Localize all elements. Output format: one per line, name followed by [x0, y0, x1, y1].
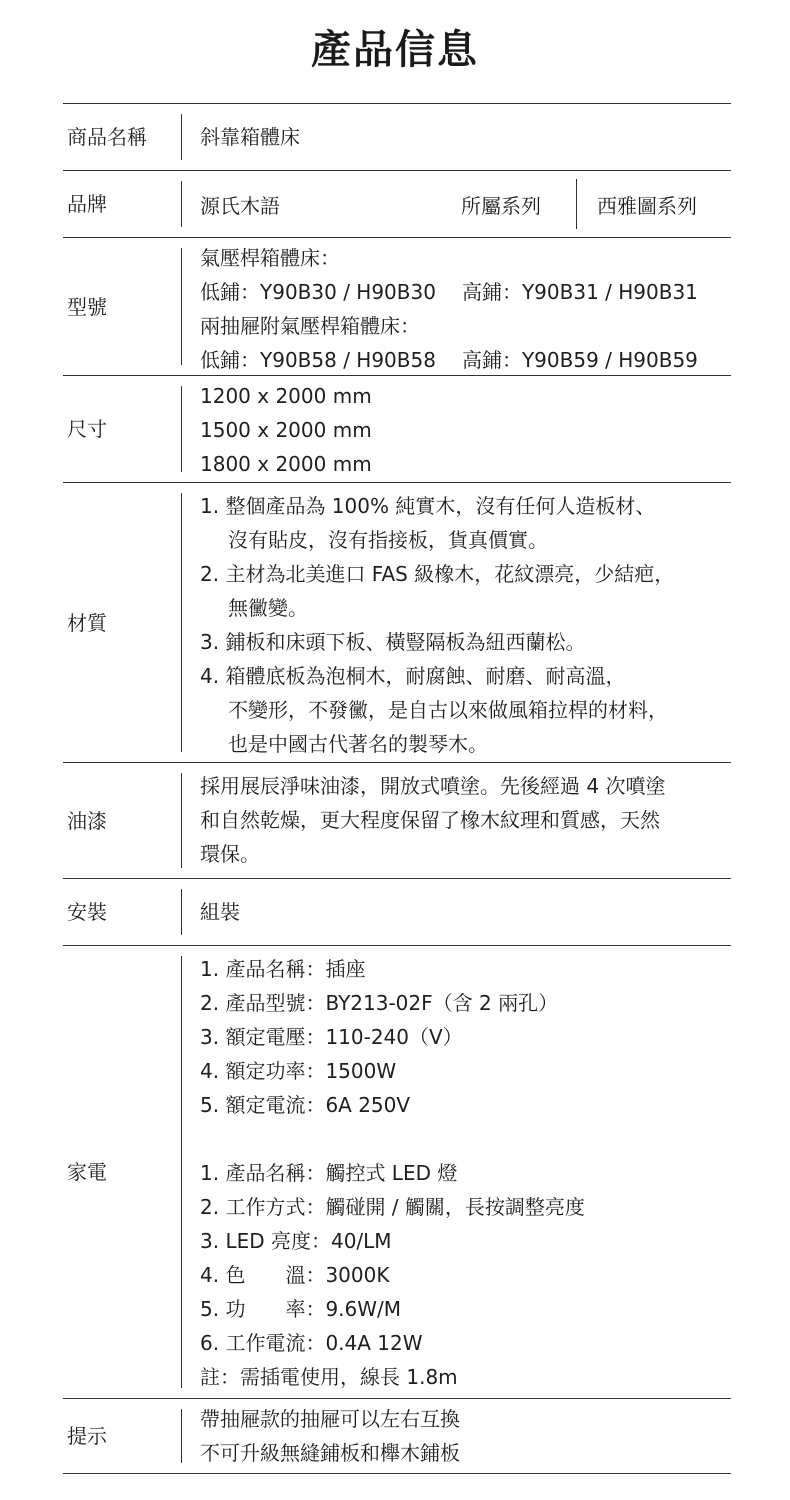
row-divider — [181, 889, 182, 935]
row-divider — [181, 1409, 182, 1463]
socket-spec-line: 1. 產品名稱：插座 — [200, 957, 366, 981]
led-spec-line: 6. 工作電流：0.4A 12W — [200, 1331, 423, 1355]
appliance-label: 家電 — [67, 1160, 107, 1184]
paint-line: 環保。 — [200, 842, 260, 866]
row-model — [63, 238, 731, 376]
paint-line: 和自然乾燥，更大程度保留了橡木紋理和質感，天然 — [200, 808, 660, 832]
row-install — [63, 879, 731, 946]
row-divider — [181, 493, 182, 752]
tips-line: 不可升級無縫鋪板和櫸木鋪板 — [200, 1441, 460, 1465]
row-product-name — [63, 104, 731, 171]
row-divider — [181, 773, 182, 868]
series-value: 西雅圖系列 — [597, 194, 697, 218]
series-label: 所屬系列 — [461, 194, 541, 218]
row-size — [63, 376, 731, 483]
model-label: 型號 — [67, 294, 107, 319]
size-line: 1800 x 2000 mm — [200, 452, 372, 476]
row-divider — [181, 181, 182, 227]
material-line: 1. 整個產品為 100% 純實木，沒有任何人造板材、 — [200, 494, 656, 518]
model-line: 低鋪：Y90B30 / H90B30 高鋪：Y90B31 / H90B31 — [200, 280, 698, 304]
tips-label: 提示 — [67, 1424, 107, 1448]
model-line: 兩抽屜附氣壓桿箱體床： — [200, 314, 420, 338]
led-spec-line: 2. 工作方式：觸碰開 / 觸關，長按調整亮度 — [200, 1195, 585, 1219]
tips-line: 帶抽屜款的抽屜可以左右互換 — [200, 1407, 460, 1431]
material-line: 沒有貼皮，沒有指接板，貨真價實。 — [228, 528, 548, 552]
size-label: 尺寸 — [67, 417, 107, 441]
led-spec-line: 4. 色 溫：3000K — [200, 1263, 390, 1287]
material-line: 3. 鋪板和床頭下板、橫豎隔板為紐西蘭松。 — [200, 630, 586, 654]
row-material — [63, 483, 731, 763]
socket-spec-line: 3. 額定電壓：110-240（V） — [200, 1025, 463, 1049]
page-title: 產品信息 — [311, 27, 479, 73]
row-appliance — [63, 946, 731, 1399]
size-line: 1500 x 2000 mm — [200, 418, 372, 442]
socket-spec-line: 2. 產品型號：BY213-02F（含 2 兩孔） — [200, 991, 559, 1015]
material-line: 4. 箱體底板為泡桐木，耐腐蝕、耐磨、耐高溫， — [200, 664, 626, 688]
row-divider — [181, 114, 182, 160]
product-name-value: 斜靠箱體床 — [200, 125, 300, 149]
row-divider — [181, 248, 182, 365]
material-line: 無黴變。 — [228, 596, 308, 620]
size-line: 1200 x 2000 mm — [200, 384, 372, 408]
model-line: 低鋪：Y90B58 / H90B58 高鋪：Y90B59 / H90B59 — [200, 348, 698, 372]
product-info-table — [63, 103, 731, 1474]
paint-label: 油漆 — [67, 808, 107, 833]
led-spec-line: 3. LED 亮度：40/LM — [200, 1229, 392, 1253]
model-line: 氣壓桿箱體床： — [200, 246, 340, 270]
install-value: 組裝 — [200, 900, 240, 924]
row-divider — [181, 386, 182, 472]
row-tips — [63, 1399, 731, 1474]
brand-value: 源氏木語 — [200, 194, 280, 218]
row-brand — [63, 171, 731, 238]
led-spec-line: 1. 產品名稱：觸控式 LED 燈 — [200, 1161, 458, 1185]
material-line: 也是中國古代著名的製琴木。 — [228, 732, 488, 756]
led-spec-line: 5. 功 率：9.6W/M — [200, 1297, 402, 1321]
socket-spec-line: 4. 額定功率：1500W — [200, 1059, 397, 1083]
row-divider — [181, 956, 182, 1388]
install-label: 安裝 — [67, 900, 107, 924]
socket-spec-line: 5. 額定電流：6A 250V — [200, 1093, 411, 1117]
spacer — [200, 1122, 727, 1156]
row-paint — [63, 763, 731, 879]
brand-label: 品牌 — [67, 192, 107, 216]
material-line: 2. 主材為北美進口 FAS 級橡木，花紋漂亮，少結疤， — [200, 562, 675, 586]
paint-line: 採用展辰淨味油漆，開放式噴塗。先後經過 4 次噴塗 — [200, 774, 666, 798]
material-line: 不變形，不發黴，是自古以來做風箱拉桿的材料， — [228, 698, 668, 722]
material-label: 材質 — [67, 610, 107, 635]
series-divider — [576, 179, 577, 229]
led-spec-line: 註：需插電使用，線長 1.8m — [200, 1365, 458, 1389]
product-name-label: 商品名稱 — [67, 125, 147, 149]
